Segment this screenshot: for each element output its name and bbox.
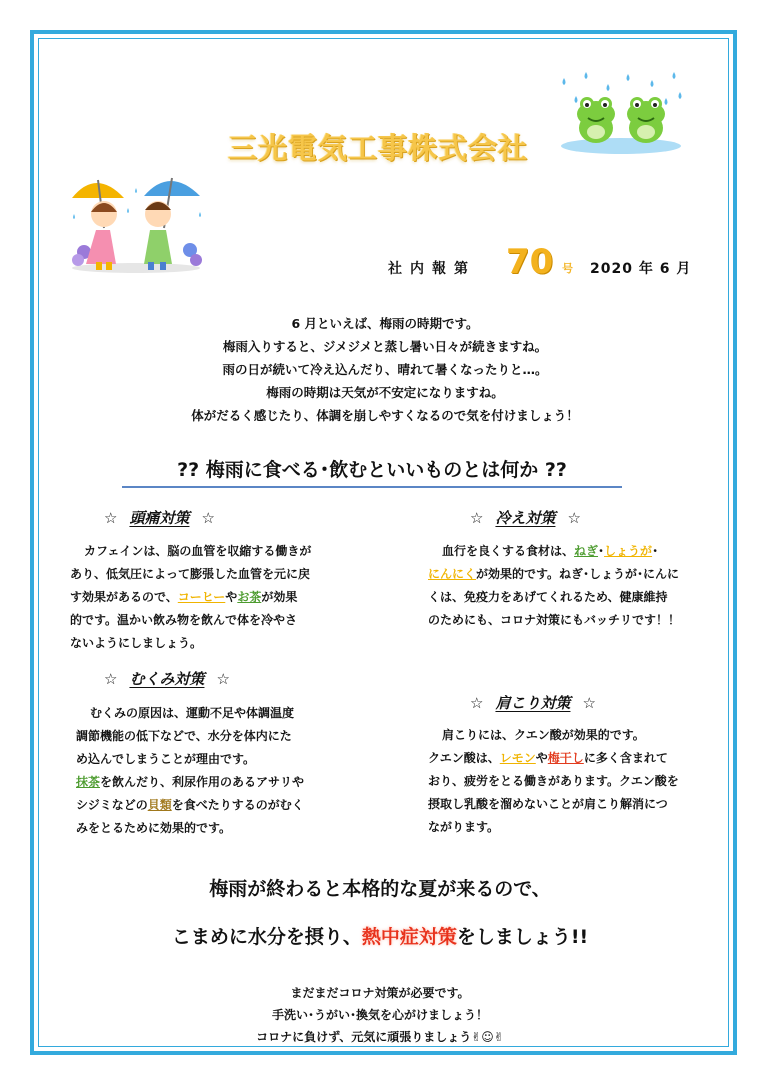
highlight-negi: ねぎ bbox=[574, 544, 599, 558]
body-line bbox=[76, 771, 304, 794]
issue-number: 70 bbox=[506, 242, 554, 282]
frogs-in-rain-icon bbox=[556, 70, 686, 160]
footer-line: コロナに負けず、元気に頑張りましょう✌☺✌ bbox=[256, 1030, 504, 1044]
intro-line: 梅雨入りすると、ジメジメと蒸し暑い日々が続きますね。 bbox=[222, 339, 548, 354]
section-title-shoulder bbox=[470, 692, 596, 713]
body-line bbox=[428, 747, 679, 770]
body-line: おり、疲労をとる働きがあります。クエン酸を bbox=[428, 774, 679, 788]
body-text: に多く含まれて bbox=[583, 751, 668, 765]
body-text: す効果があるので、 bbox=[70, 590, 178, 604]
body-text: ･ bbox=[598, 544, 605, 558]
footer-line: 手洗い･うがい･換気を心がけましょう！ bbox=[271, 1008, 488, 1022]
closing-line-2 bbox=[110, 922, 650, 949]
section-body-cold bbox=[428, 540, 680, 632]
body-line: 摂取し乳酸を溜めないことが肩こり解消につ bbox=[428, 797, 668, 811]
footer-message bbox=[180, 982, 580, 1048]
body-text: や bbox=[535, 751, 548, 765]
body-line: め込んでしまうことが理由です。 bbox=[76, 752, 256, 766]
highlight-ginger: しょうが bbox=[604, 544, 653, 558]
heatstroke-highlight: 熱中症対策 bbox=[361, 926, 457, 948]
section-title-text: 頭痛対策 bbox=[129, 509, 190, 527]
body-line: 的です。温かい飲み物を飲んで体を冷やさ bbox=[70, 613, 298, 627]
body-text: 血行を良くする食材は、 bbox=[442, 544, 575, 558]
body-line: のためにも、コロナ対策にもバッチリです！！ bbox=[428, 613, 681, 627]
star-icon: ☆ bbox=[216, 670, 230, 688]
body-line: 肩こりには、クエン酸が効果的です。 bbox=[442, 728, 645, 742]
children-with-umbrellas-icon bbox=[66, 168, 206, 274]
body-text: が効果 bbox=[261, 590, 298, 604]
body-line: みをとるために効果的です。 bbox=[76, 821, 232, 835]
star-icon: ☆ bbox=[567, 509, 581, 527]
star-icon: ☆ bbox=[201, 509, 215, 527]
section-body-headache bbox=[70, 540, 311, 655]
closing-text: をしましょう!! bbox=[456, 926, 589, 948]
star-icon: ☆ bbox=[104, 670, 118, 688]
section-title-headache bbox=[104, 507, 215, 528]
intro-line: 6 月といえば、梅雨の時期です。 bbox=[291, 316, 479, 331]
body-line bbox=[70, 586, 311, 609]
main-headline: ?? 梅雨に食べる･飲むといいものとは何か ?? bbox=[122, 455, 622, 488]
intro-line: 梅雨の時期は天気が不安定になりますね。 bbox=[266, 385, 504, 400]
section-title-cold bbox=[470, 507, 581, 528]
footer-line: まだまだコロナ対策が必要です。 bbox=[290, 986, 470, 1000]
body-text: や bbox=[225, 590, 238, 604]
body-line: カフェインは、脳の血管を収縮する働きが bbox=[84, 544, 312, 558]
star-icon: ☆ bbox=[104, 509, 118, 527]
intro-text bbox=[120, 312, 650, 427]
highlight-lemon: レモン bbox=[499, 751, 536, 765]
section-title-text: 肩こり対策 bbox=[495, 694, 571, 712]
body-line: くは、免疫力をあげてくれるため、健康維持 bbox=[428, 590, 668, 604]
intro-line: 体がだるく感じたり、体調を崩しやすくなるので気を付けましょう！ bbox=[191, 408, 579, 423]
highlight-matcha: 抹茶 bbox=[76, 775, 101, 789]
body-text: シジミなどの bbox=[76, 798, 148, 812]
body-text: クエン酸は、 bbox=[428, 751, 500, 765]
company-name: 三光電気工事株式会社 bbox=[227, 131, 528, 165]
body-line bbox=[76, 794, 304, 817]
body-text: ･ bbox=[652, 544, 659, 558]
body-line: ながります。 bbox=[428, 820, 500, 834]
closing-text: こまめに水分を摂り、 bbox=[171, 926, 362, 948]
highlight-coffee: コーヒー bbox=[177, 590, 226, 604]
section-title-text: 冷え対策 bbox=[495, 509, 556, 527]
section-title-text: むくみ対策 bbox=[129, 670, 205, 688]
body-text: を食べたりするのがむく bbox=[171, 798, 304, 812]
section-body-shoulder bbox=[428, 724, 679, 839]
section-body-swelling bbox=[76, 702, 304, 840]
body-line: むくみの原因は、運動不足や体調温度 bbox=[90, 706, 295, 720]
issue-suffix: 号 bbox=[562, 262, 573, 275]
body-line bbox=[428, 563, 680, 586]
body-line: 調節機能の低下などで、水分を体内にた bbox=[76, 729, 292, 743]
body-line bbox=[428, 540, 680, 563]
star-icon: ☆ bbox=[470, 509, 484, 527]
body-line: ないようにしましょう。 bbox=[70, 636, 203, 650]
body-text: が効果的です。ねぎ･しょうが･にんに bbox=[476, 567, 680, 581]
highlight-garlic: にんにく bbox=[428, 567, 477, 581]
star-icon: ☆ bbox=[470, 694, 484, 712]
bulletin-label: 社内報第 bbox=[388, 261, 476, 277]
highlight-shellfish: 貝類 bbox=[147, 798, 172, 812]
star-icon: ☆ bbox=[582, 694, 596, 712]
intro-line: 雨の日が続いて冷え込んだり、晴れて暑くなったりと…。 bbox=[222, 362, 548, 377]
section-title-swelling bbox=[104, 668, 230, 689]
masthead bbox=[384, 238, 694, 282]
closing-line-1: 梅雨が終わると本格的な夏が来るので、 bbox=[209, 878, 551, 900]
body-line: あり、低気圧によって膨張した血管を元に戻 bbox=[70, 567, 311, 581]
highlight-umeboshi: 梅干し bbox=[547, 751, 584, 765]
issue-date: 2020 年 6 月 bbox=[590, 261, 692, 277]
body-text: を飲んだり、利尿作用のあるアサリや bbox=[100, 775, 305, 789]
highlight-tea: お茶 bbox=[237, 590, 262, 604]
